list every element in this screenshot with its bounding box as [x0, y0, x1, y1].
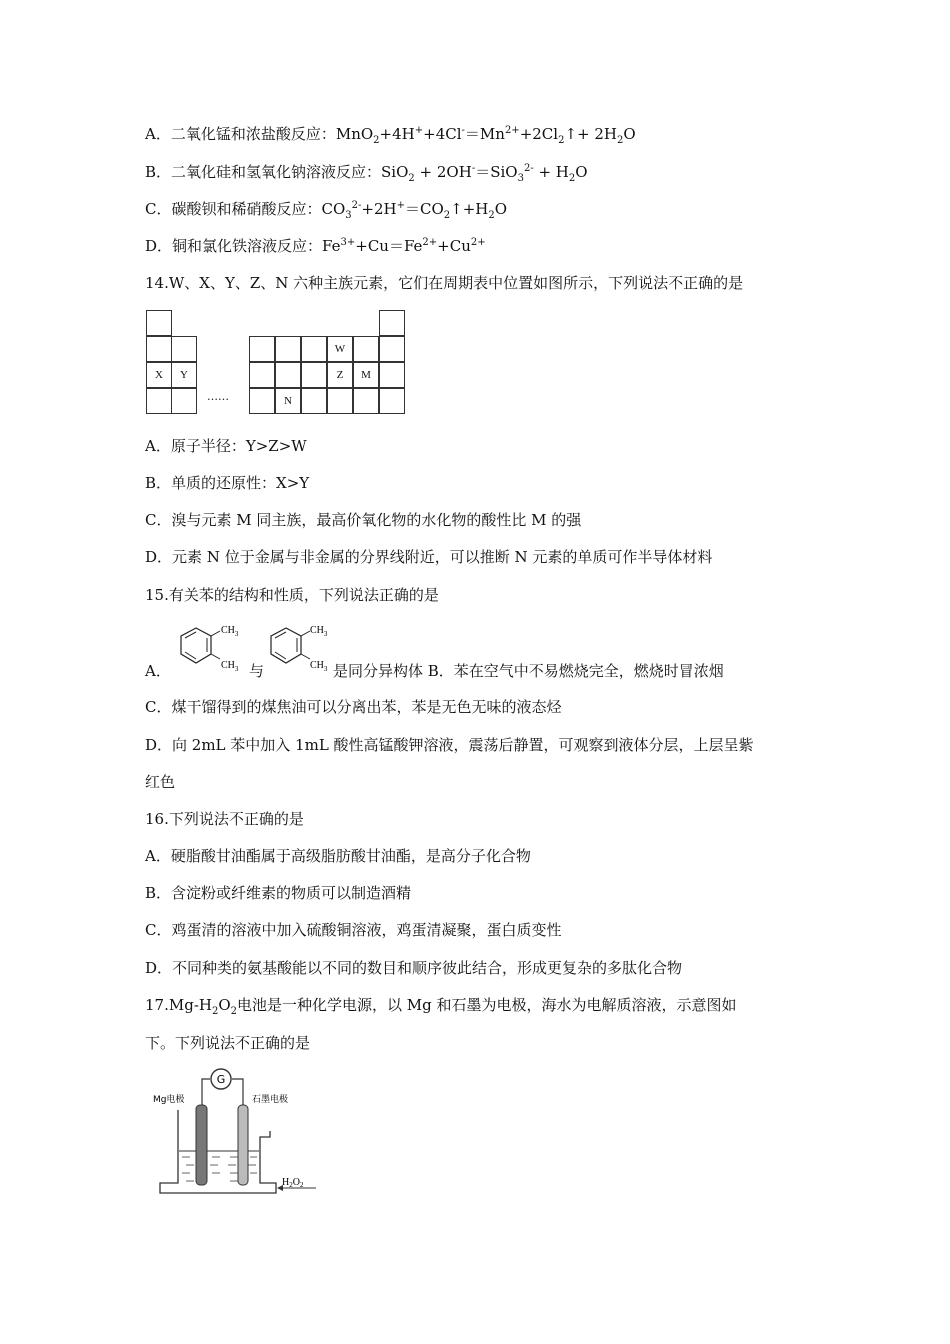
- q14-stem: 14.W、X、Y、Z、N 六种主族元素，它们在周期表中位置如图所示，下列说法不正确的是: [145, 274, 744, 292]
- q14-option-b: B．单质的还原性：X>Y: [145, 474, 310, 492]
- q15-option-c: C．煤干馏得到的煤焦油可以分离出苯，苯是无色无味的液态烃: [145, 698, 562, 716]
- h2o2-label: $H_2O_2$: [282, 1177, 304, 1189]
- q16-stem: 16.下列说法不正确的是: [145, 810, 304, 828]
- graphite-electrode: [238, 1105, 248, 1185]
- q16-option-b: B．含淀粉或纤维素的物质可以制造酒精: [145, 884, 412, 902]
- q17-stem-line1: $17.Mg-H_2O_2$电池是一种化学电源，以 Mg 和石墨为电极，海水为电解质溶液，示意图如: [145, 996, 737, 1017]
- graphite-electrode-label: 石墨电极: [252, 1095, 289, 1105]
- q14-option-a: A．原子半径：Y>Z>W: [145, 437, 307, 455]
- o-xylene-structure-1: [170, 618, 250, 680]
- mg-electrode: [196, 1105, 207, 1185]
- q16-option-c: C．鸡蛋清的溶液中加入硫酸铜溶液，鸡蛋清凝聚，蛋白质变性: [145, 921, 562, 939]
- cell-n: N: [275, 388, 301, 414]
- o-xylene-structure-2: [266, 618, 338, 680]
- ch3-label-3: $CH_3$: [310, 625, 328, 638]
- cell-w: W: [327, 336, 353, 362]
- cell-m: M: [353, 362, 379, 388]
- cell-x: X: [146, 362, 172, 388]
- q17-stem-line2: 下。下列说法不正确的是: [145, 1034, 311, 1052]
- q15-option-d-line1: D．向 2mL 苯中加入 1mL 酸性高锰酸钾溶液，震荡后静置，可观察到液体分层，上层呈紫: [145, 736, 754, 754]
- q15-with: 与: [249, 662, 265, 680]
- q14-option-c: C．溴与元素 M 同主族，最高价氧化物的水化物的酸性比 M 的强: [145, 511, 582, 529]
- q13-option-d: D．铜和氯化铁溶液反应：$Fe^{3+}+Cu=Fe^{2+}+Cu^{2+}$: [145, 237, 486, 255]
- q13-option-c: C．碳酸钡和稀硝酸反应：$CO_3^{2-}+2H^+=CO_2↑+H_2O$: [145, 200, 508, 221]
- mg-electrode-label: Mg电极: [153, 1095, 185, 1105]
- q13-option-a: A．二氧化锰和浓盐酸反应：$MnO_2+4H^++4Cl^-=Mn^{2+}+2Cl_2↑+ 2H_2O$: [145, 125, 636, 146]
- ch3-label-4: $CH_3$: [310, 660, 328, 673]
- svg-text:G: G: [216, 1073, 226, 1086]
- q15-stem: 15.有关苯的结构和性质，下列说法正确的是: [145, 586, 439, 604]
- ch3-label-1: $CH_3$: [221, 625, 239, 638]
- ellipsis: ……: [207, 390, 229, 403]
- q13-option-b: B．二氧化硅和氢氧化钠溶液反应：$SiO_2 + 2OH^-=SiO_3^{2-} + H_2O$: [145, 163, 588, 184]
- q15-option-a-label: A．: [145, 662, 171, 680]
- q16-option-d: D．不同种类的氨基酸能以不同的数目和顺序彼此结合，形成更复杂的多肽化合物: [145, 959, 683, 977]
- q15-option-a-rest: 是同分异构体 B．苯在空气中不易燃烧完全，燃烧时冒浓烟: [333, 662, 724, 680]
- q14-option-d: D．元素 N 位于金属与非金属的分界线附近，可以推断 N 元素的单质可作半导体材料: [145, 548, 713, 566]
- q16-option-a: A．硬脂酸甘油酯属于高级脂肪酸甘油酯，是高分子化合物: [145, 847, 531, 865]
- mg-h2o2-battery-diagram: [150, 1065, 330, 1205]
- q15-option-d-line2: 红色: [145, 773, 176, 791]
- ch3-label-2: $CH_3$: [221, 660, 239, 673]
- cell-y: Y: [171, 362, 197, 388]
- cell-z: Z: [327, 362, 353, 388]
